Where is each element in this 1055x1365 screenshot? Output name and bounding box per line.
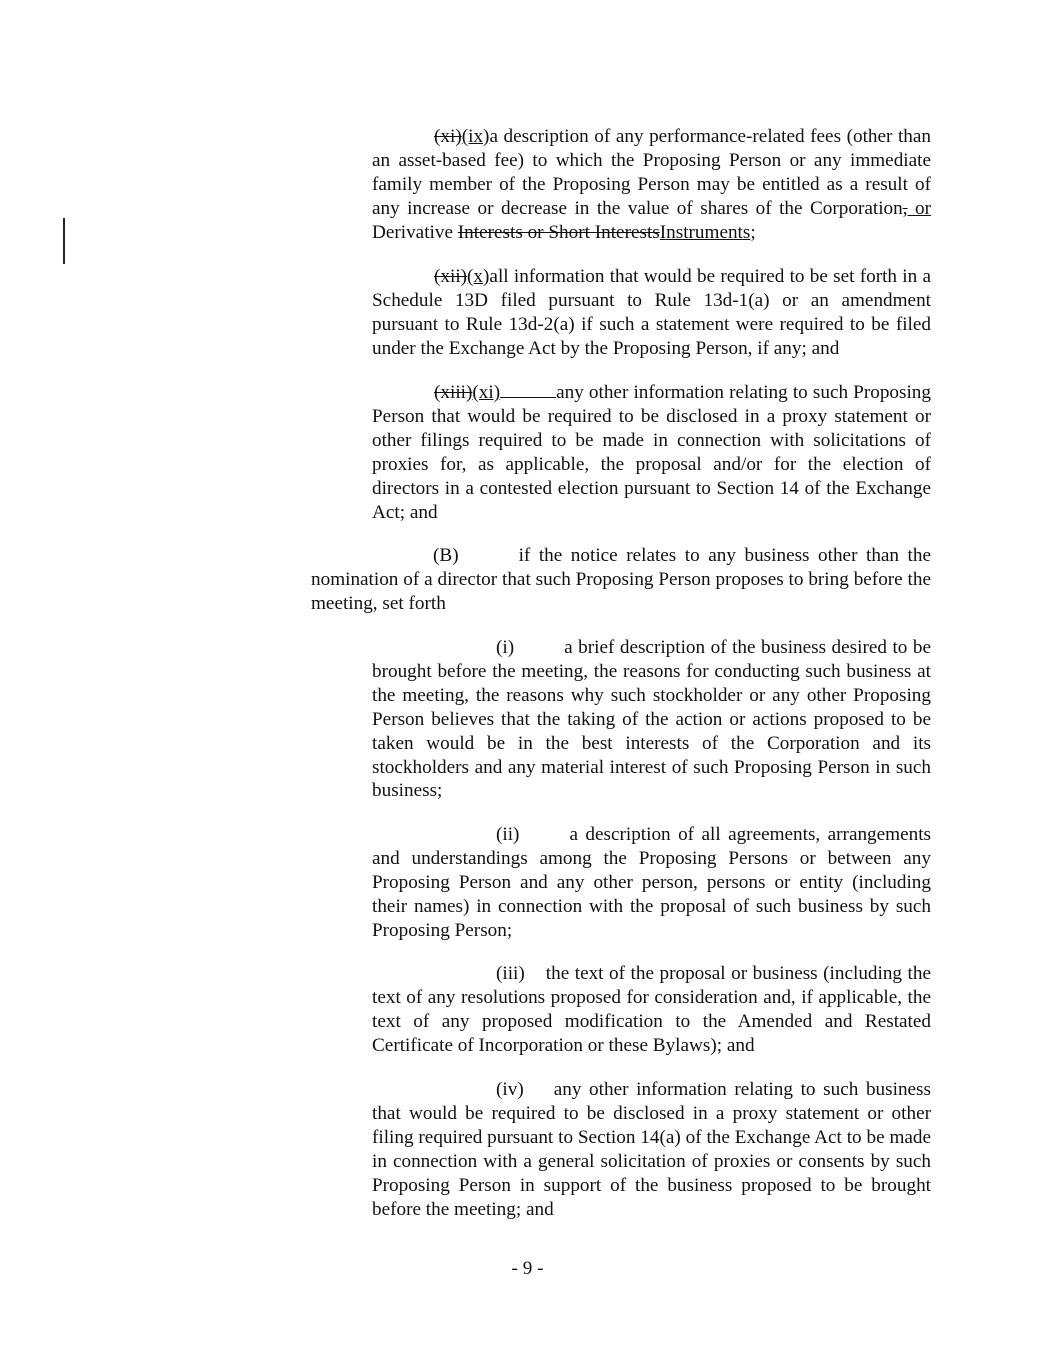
- deleted-number: (xi): [434, 126, 462, 147]
- clause-number: (iv): [496, 1079, 524, 1100]
- clause-b: [311, 544, 931, 616]
- deleted-phrase: Interests or Short Interests: [457, 221, 660, 243]
- clause-text: any other information relating to such business that would be required to be disclosed in a proxy statement or other filing required pursuant to Section 14(a) of the Exchange Act to be made in connection with a general solicitation of proxies or consents by such Proposing Person in support of the business proposed to be brought before the meeting; and: [372, 1079, 931, 1220]
- deleted-number: (xii): [434, 266, 468, 287]
- page-number: - 9 -: [511, 1258, 544, 1279]
- clause-text: any other information relating to such Proposing Person that would be required to be disclosed in a proxy statement or other filings required to be made in connection with solicitations of proxies for, as applicable, the proposal and/or for the election of directors in a contested election pursuant to Section 14 of the Exchange Act; and: [372, 382, 931, 523]
- inserted-number: (x): [467, 266, 490, 287]
- inserted-word: Instruments: [659, 221, 751, 243]
- inserted-number: (ix): [461, 126, 490, 147]
- inserted-tab-underline: [500, 382, 556, 398]
- inserted-number: (xi): [472, 382, 501, 403]
- clause-text-b: Derivative: [372, 221, 458, 243]
- deleted-number: (xiii): [434, 382, 473, 403]
- clause-text: all information that would be required to be set forth in a Schedule 13D filed pursuant to Rule 13d-1(a) or an amendment pursuant to Rule 13d-2(a) if such a statement were required to be filed under the Exchange Act by the Proposing Person, if any; and: [372, 266, 931, 359]
- clause-number: (ii): [496, 824, 520, 845]
- clause-text: the text of the proposal or business (including the text of any resolutions proposed for consideration and, if applicable, the text of any proposed modification to the Amended and Restated Certificate of Incorporation or these Bylaws); and: [372, 963, 931, 1056]
- clause-i: [372, 636, 931, 803]
- clause-ix: [372, 125, 931, 245]
- clause-x: [372, 265, 931, 361]
- clause-text: a brief description of the business desired to be brought before the meeting, the reasons for conducting such business at the meeting, the reasons why such stockholder or any other Proposing Person believes that the taking of the action or actions proposed to be taken would be in the best interests of the Corporation and its stockholders and any material interest of such Proposing Person in such business;: [372, 637, 931, 802]
- clause-iv: [372, 1078, 931, 1221]
- inserted-or: or: [907, 197, 932, 219]
- clause-text-a: a description of any performance-related fees (other than an asset-based fee) to which the Proposing Person or any immediate family member of the Proposing Person may be entitled as a result of any increase or decrease in the value of shares of the Corporation: [372, 126, 931, 219]
- clause-end: ;: [750, 221, 756, 243]
- clause-iii: [372, 962, 931, 1058]
- clause-ii: [372, 823, 931, 943]
- clause-number: (i): [496, 637, 515, 658]
- revision-change-bar: [63, 218, 65, 264]
- clause-xi: [372, 381, 931, 524]
- clause-number: (iii): [496, 963, 525, 984]
- deleted-comma: ,: [902, 197, 908, 219]
- clause-number: (B): [433, 545, 459, 566]
- clause-text: if the notice relates to any business other than the nomination of a director that such Proposing Person proposes to bring before the meeting, set forth: [311, 545, 931, 614]
- clause-text: a description of all agreements, arrangements and understandings among the Proposing Persons or between any Proposing Person and any other person, persons or entity (including their names) in connection with the proposal of such business by such Proposing Person;: [372, 824, 931, 941]
